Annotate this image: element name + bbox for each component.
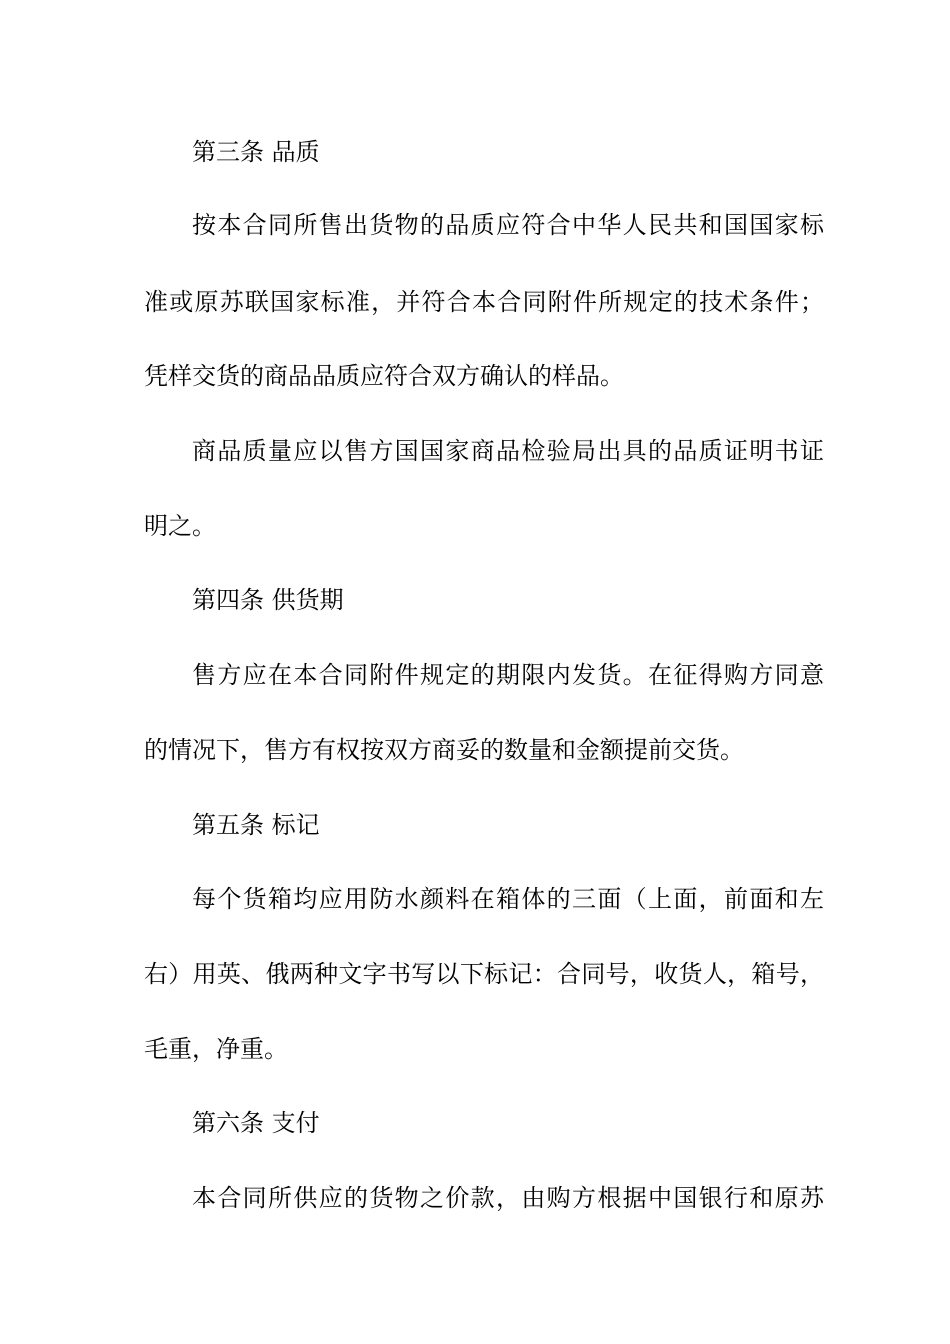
article-3-paragraph-1-line-3: 凭样交货的商品品质应符合双方确认的样品。	[144, 362, 624, 390]
article-6-paragraph-line-1: 本合同所供应的货物之价款，由购方根据中国银行和原苏	[192, 1184, 824, 1212]
article-5-paragraph-line-2: 右）用英、俄两种文字书写以下标记：合同号，收货人，箱号，	[144, 960, 824, 988]
article-4-heading: 第四条 供货期	[192, 586, 344, 614]
article-3-paragraph-1-line-1: 按本合同所售出货物的品质应符合中华人民共和国国家标	[192, 211, 824, 239]
article-5-heading: 第五条 标记	[192, 811, 320, 839]
article-4-paragraph-line-1: 售方应在本合同附件规定的期限内发货。在征得购方同意	[192, 661, 824, 689]
article-3-paragraph-1-line-2: 准或原苏联国家标准，并符合本合同附件所规定的技术条件；	[144, 288, 824, 316]
article-6-heading: 第六条 支付	[192, 1109, 320, 1137]
article-5-paragraph-line-1: 每个货箱均应用防水颜料在箱体的三面（上面，前面和左	[192, 885, 824, 913]
article-5-paragraph-line-3: 毛重，净重。	[144, 1035, 288, 1063]
article-3-heading: 第三条 品质	[192, 138, 320, 166]
article-4-paragraph-line-2: 的情况下，售方有权按双方商妥的数量和金额提前交货。	[144, 736, 744, 764]
article-3-paragraph-2-line-1: 商品质量应以售方国国家商品检验局出具的品质证明书证	[192, 437, 824, 465]
article-3-paragraph-2-line-2: 明之。	[144, 512, 216, 540]
